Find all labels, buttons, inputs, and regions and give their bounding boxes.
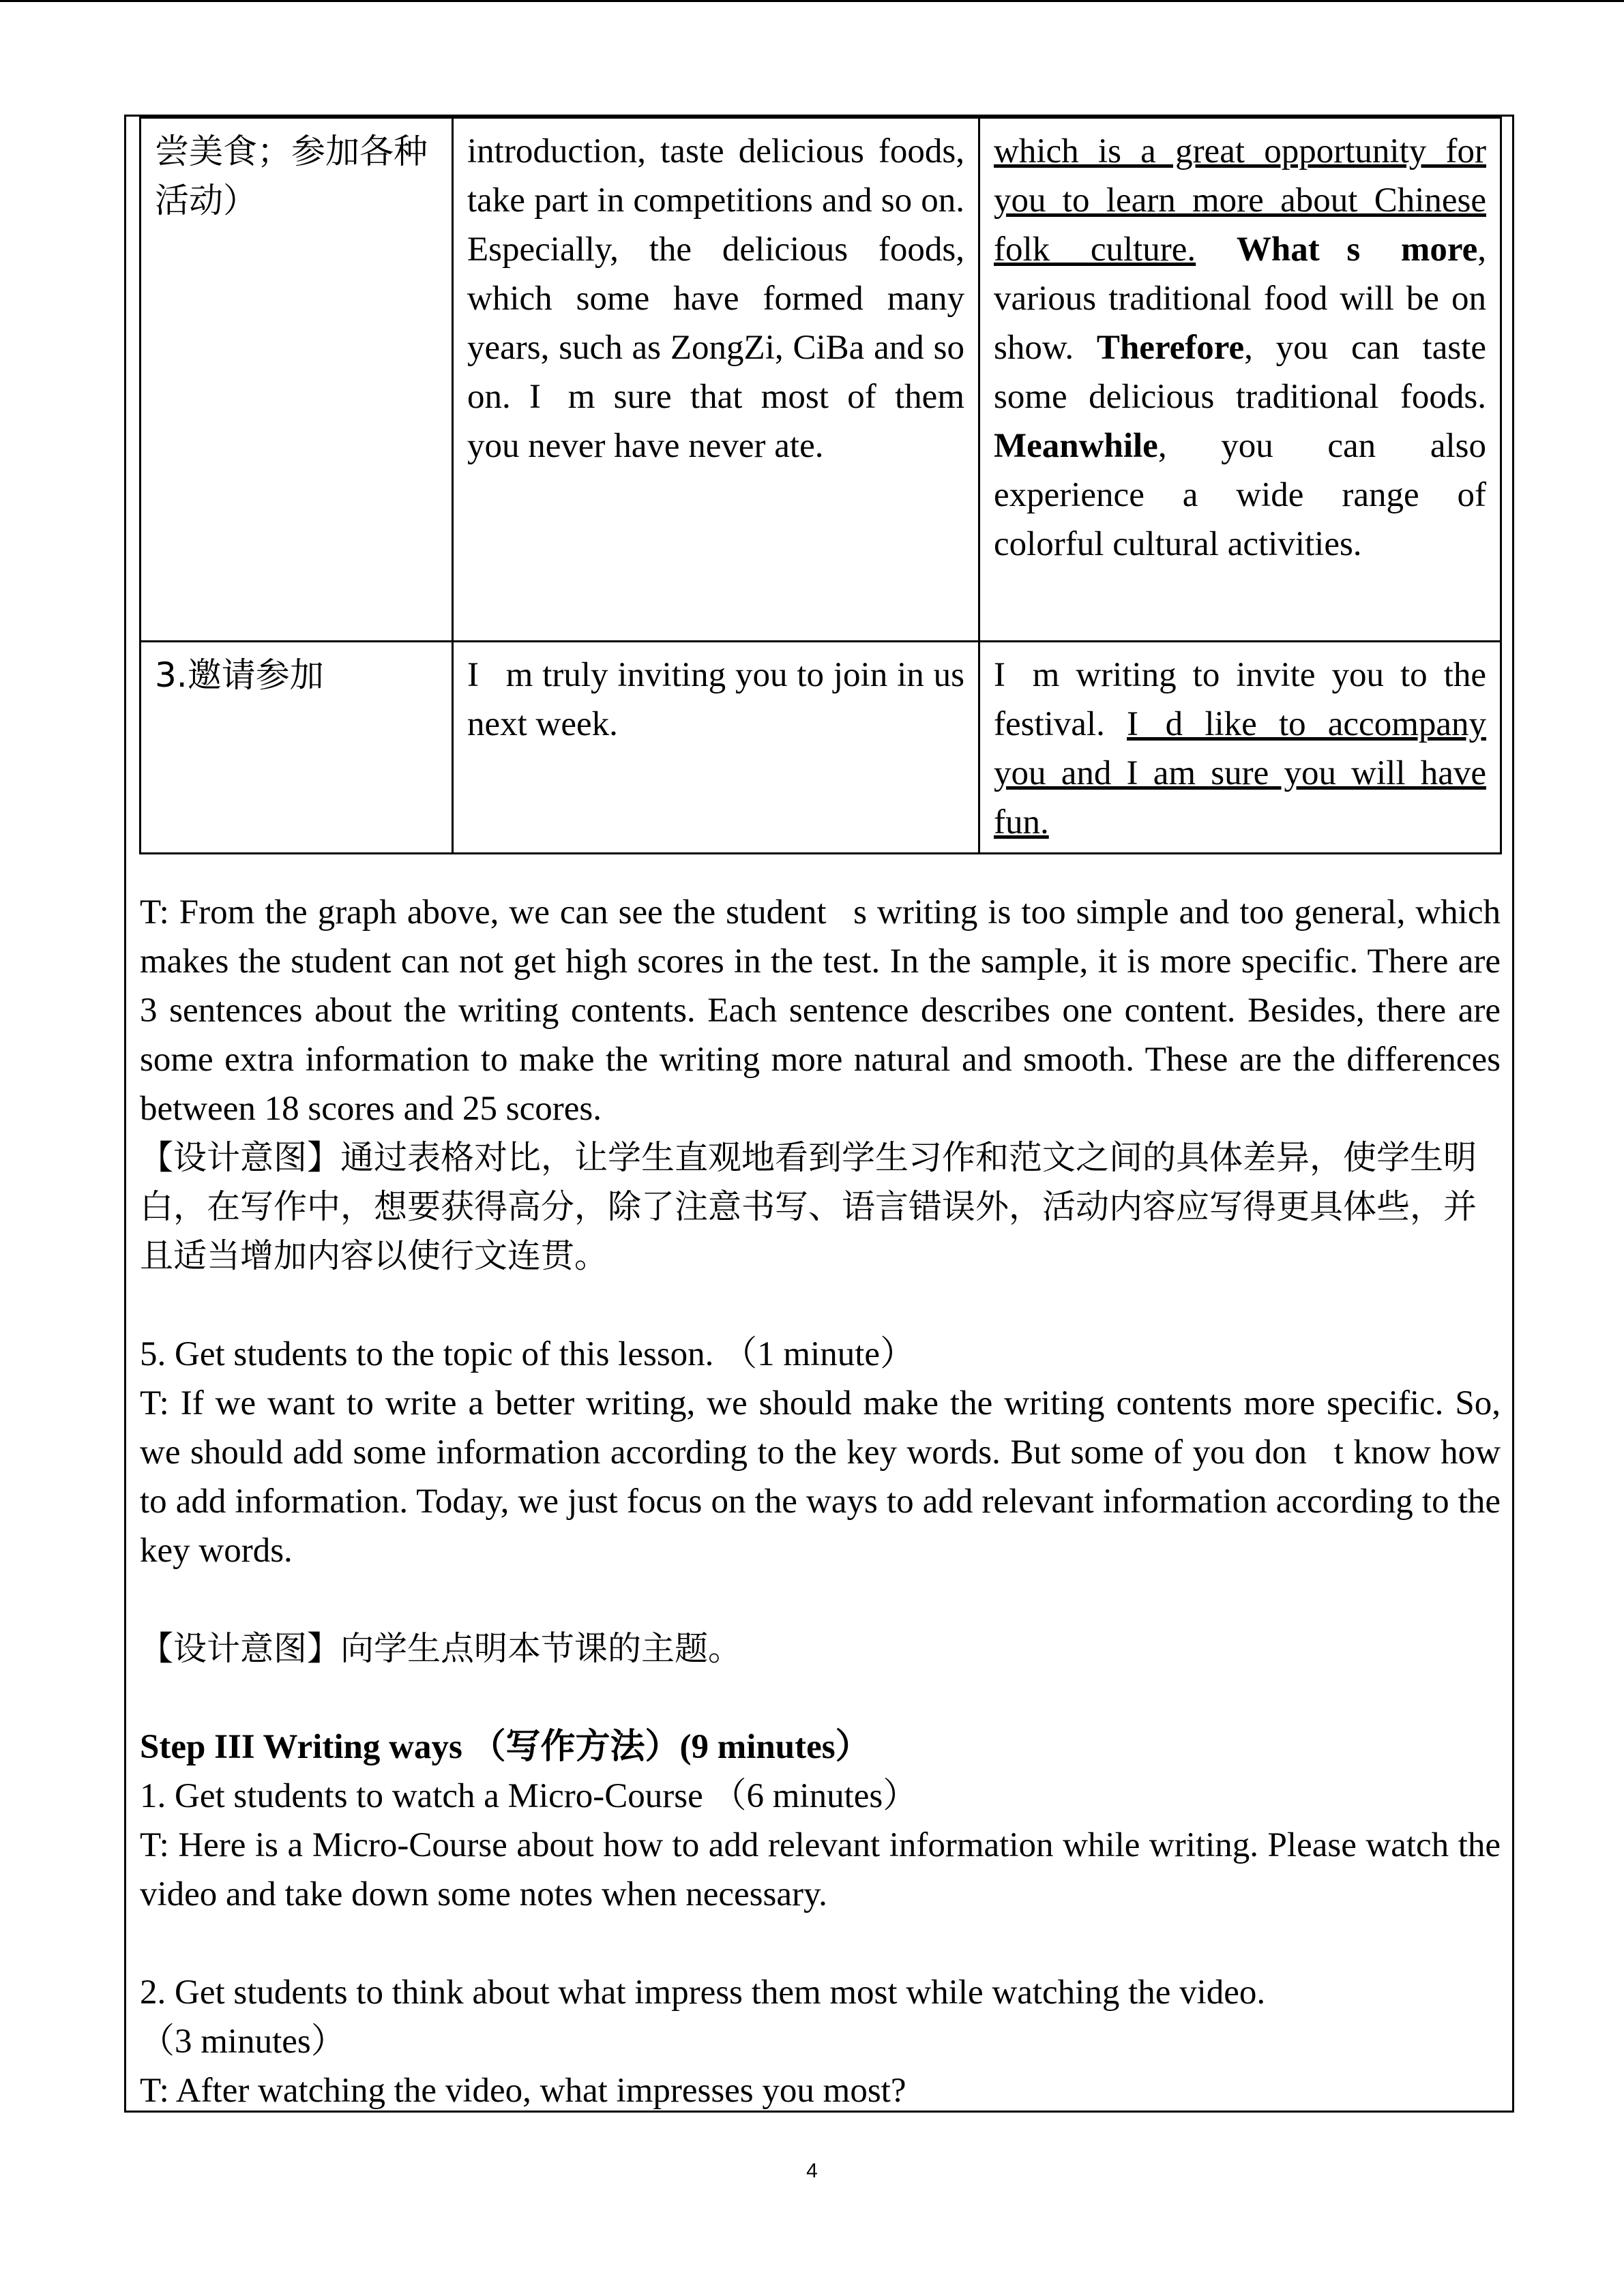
table-cell-sample-writing <box>979 118 1501 642</box>
table-row <box>141 118 1501 642</box>
design-intent-paragraph: 【设计意图】通过表格对比，让学生直观地看到学生习作和范文之间的具体差异，使学生明白，在写作中，想要获得高分，除了注意书写、语言错误外，活动内容应写得更具体些，并且适当增加内容以使行文连贯。 <box>140 1138 1477 1275</box>
bold-connector: What s more <box>1236 230 1478 269</box>
teacher-paragraph: T: If we want to write a better writing, we should make the writing contents more specific. So, we should add some information according to the key words. But some of you don t know how to add information. Today, we just focus on the ways to add relevant information according to the key words. <box>140 1384 1501 1570</box>
table-row <box>141 642 1501 854</box>
step-heading: Step III Writing ways （写作方法）(9 minutes） <box>140 1728 870 1766</box>
table-cell-content-point: 3.邀请参加 <box>141 642 453 854</box>
task-1-heading: 1. Get students to watch a Micro-Course （6 minutes） <box>140 1777 918 1815</box>
teacher-paragraph: T: Here is a Micro-Course about how to add relevant information while writing. Please watch the video and take down some notes when necessary. <box>140 1826 1501 1913</box>
cell-text: , various traditional food will be on show. <box>994 230 1487 367</box>
underlined-text: I d like to accompany you and I am sure you will have fun. <box>994 705 1486 841</box>
bold-connector: Meanwhile <box>994 427 1158 465</box>
table-cell-content-point: 尝美食；参加各种活动） <box>141 118 453 642</box>
bold-connector: Therefore <box>1096 329 1245 367</box>
time-note: （3 minutes） <box>140 2023 346 2061</box>
analysis-paragraph: T: From the graph above, we can see the student s writing is too simple and too general, which makes the student can not get high scores in the test. In the sample, it is more specific. There are 3 sentences about the writing contents. Each sentence describes one content. Besides, there are some extra information to make the writing more natural and smooth. These are the differences between 18 scores and 25 scores. <box>140 893 1501 1128</box>
comparison-table <box>139 117 1502 854</box>
table-cell-student-writing: introduction, taste delicious foods, take part in competitions and so on. Especially, the delicious foods, which some have formed many years, such as ZongZi, CiBa and so on. I m sure that most of them you never have never ate. <box>453 118 979 642</box>
table-cell-sample-writing <box>979 642 1501 854</box>
teacher-question: T: After watching the video, what impresses you most? <box>140 2072 906 2110</box>
cell-text: , you can taste some delicious traditional foods. <box>994 329 1486 416</box>
top-border-line <box>0 0 1624 2</box>
table-cell-student-writing: I m truly inviting you to join in us next week. <box>453 642 979 854</box>
cell-text: I m writing to invite you to the festival. <box>994 656 1486 743</box>
cell-text: , you can also experience a wide range of colorful cultural activities. <box>994 427 1486 563</box>
design-intent-paragraph: 【设计意图】向学生点明本节课的主题。 <box>140 1629 742 1668</box>
task-5-heading: 5. Get students to the topic of this lesson. （1 minute） <box>140 1335 915 1373</box>
task-2-heading: 2. Get students to think about what impress them most while watching the video. <box>140 1973 1266 2012</box>
underlined-text: which is a great opportunity for you to learn more about Chinese folk culture. <box>994 132 1486 269</box>
page-number: 4 <box>806 2160 818 2182</box>
